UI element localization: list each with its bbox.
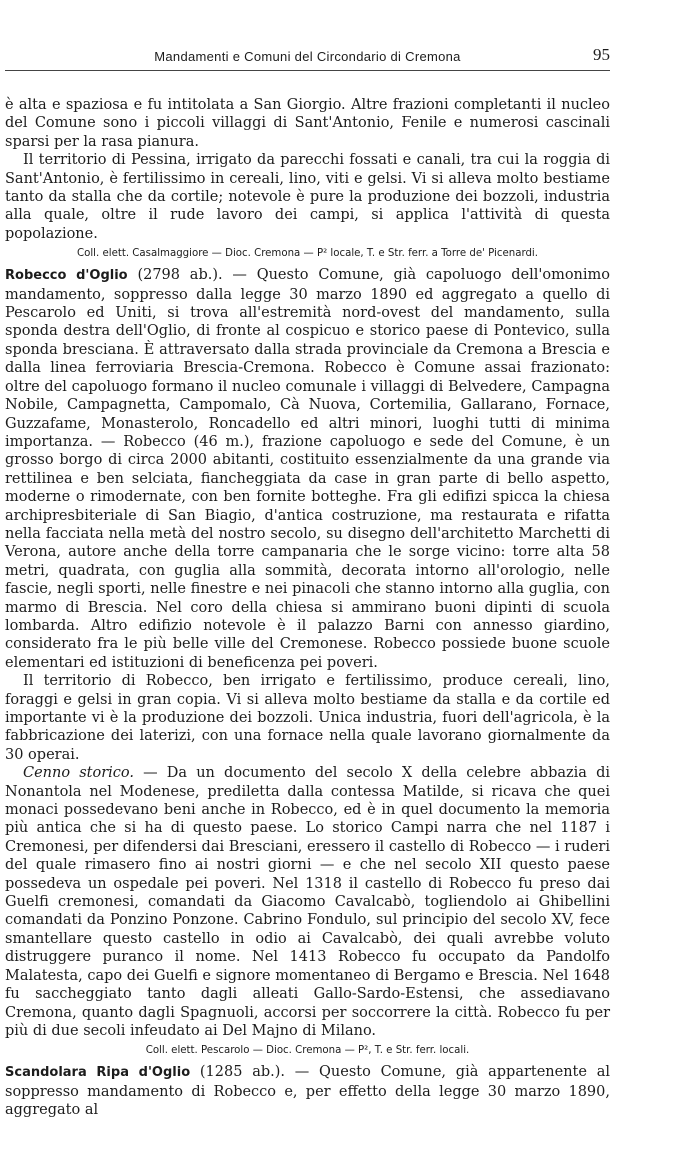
reference-line-robecco: Coll. elett. Pescarolo — Dioc. Cremona — P², T. e Str. ferr. locali. bbox=[145, 1045, 470, 1057]
entry-text-robecco: (2798 ab.). — Questo Comune, già capoluogo dell'omonimo mandamento, soppresso dalla legge 30 marzo 1890 ed aggregato a quello di Pescarolo ed Uniti, si trova all'estremità nord-ovest del mandamento, sulla sponda destra dell'Oglio, di fronte al cospicuo e storico paese di Pontevico, sulla sponda bresciana. È attraversato dalla strada provinciale da Cremona a Brescia e dalla linea ferroviaria Brescia-Cremona. Robecco è Comune assai frazionato: oltre del capoluogo formano il nucleo comunale i villaggi di Belvedere, Campagna Nobile, Campagnetta, Campomalo, Cà Nuova, Cortemilia, Gallarano, Fornace, Guzzafame, Monasterolo, Roncadello ed altri minori, luoghi tutti di minima importanza. — Robecco (46 m.), frazione capoluogo e sede del Comune, è un grosso borgo di circa 2000 abitanti, costituito essenzialmente da una grande via rettilinea e ben selciata, fiancheggiata da case in gran parte di bello aspetto, moderne o rimodernate, con ben fornite botteghe. Fra gli edifizi spicca la chiesa archipresbiteriale di San Biagio, d'antica costruzione, ma restaurata e rifatta nella facciata nella metà del nostro secolo, su disegno dell'architetto Marchetti di Verona, autore anche della torre campanaria che le sorge vicino: torre alta 58 metri, quadrata, con guglia alla sommità, decorata intorno all'orologio, nelle fascie, negli sporti, nelle finestre e nei pinacoli che stanno intorno alla guglia, con marmo di Brescia. Nel coro della chiesa si ammirano buoni dipinti di scuola lombarda. Altro edifizio notevole è il palazzo Barni con annesso giardino, considerato fra le più belle ville del Cremonese. Robecco possiede buone scuole elementari ed istituzioni di beneficenza pei poveri. bbox=[5, 267, 611, 671]
page-number: 95 bbox=[593, 45, 610, 64]
page-body bbox=[5, 96, 610, 1120]
entry-robecco bbox=[5, 266, 610, 672]
paragraph-robecco-history bbox=[5, 764, 610, 1040]
history-text: — Da un documento del secolo X della celebre abbazia di Nonantola nel Modenese, prediletta dalla contessa Matilde, si ricava che quei monaci possedevano beni anche in Robecco, ed è in quel documento la memoria più antica che si ha di questo paese. Lo storico Campi narra che nel 1187 i Cremonesi, per difendersi dai Bresciani, eressero il castello di Robecco — i ruderi del quale rimasero fino ai nostri giorni — e che nel secolo XII questo paese possedeva un ospedale pei poveri. Nel 1318 il castello di Robecco fu preso dai Guelfi cremonesi, comandati da Giacomo Cavalcabò, togliendolo ai Ghibellini comandati da Ponzino Ponzone. Cabrino Fondulo, sul principio del secolo XV, fece smantellare questo castello in odio ai Cavalcabò, dei quali avrebbe voluto distruggere puranco il nome. Nel 1413 Robecco fu occupato da Pandolfo Malatesta, capo dei Guelfi e signore momentaneo di Bergamo e Brescia. Nel 1648 fu saccheggiato tanto dagli alleati Gallo-Sardo-Estensi, che assediavano Cremona, quanto dagli Spagnuoli, accorsi per soccorrere la città. Robecco fu per più di due secoli infeudato ai Del Majno di Milano. bbox=[5, 765, 610, 1039]
entry-text-scandolara: (1285 ab.). — Questo Comune, già appartenente al soppresso mandamento di Robecco e, per effetto della legge 30 marzo 1890, aggregato al bbox=[5, 1064, 611, 1119]
paragraph-robecco-territory: Il territorio di Robecco, ben irrigato e fertilissimo, produce cereali, lino, foraggi e gelsi in gran copia. Vi si alleva molto bestiame da stalla e da cortile ed importante vi è la produzione dei bozzoli. Unica industria, fuori dell'agricola, è la fabbricazione dei laterizi, con una fornace nella quale lavorano giornalmente da 30 operai. bbox=[5, 673, 610, 763]
history-label: Cenno storico. bbox=[23, 765, 134, 782]
running-header bbox=[5, 40, 610, 71]
entry-heading-robecco: Robecco d'Oglio bbox=[5, 268, 128, 284]
paragraph-pessina-territory: Il territorio di Pessina, irrigato da parecchi fossati e canali, tra cui la roggia di Sant'Antonio, è fertilissimo in cereali, lino, viti e gelsi. Vi si alleva molto bestiame tanto da stalla che da cortile; notevole è pure la produzione dei bozzoli, industria alla quale, oltre il rude lavoro dei campi, si applica l'attività di questa popolazione. bbox=[5, 152, 610, 242]
reference-line-pessina: Coll. elett. Casalmaggiore — Dioc. Cremona — P² locale, T. e Str. ferr. a Torre de' Picenardi. bbox=[76, 248, 538, 260]
entry-scandolara bbox=[5, 1063, 610, 1119]
paragraph-continuation: è alta e spaziosa e fu intitolata a San Giorgio. Altre frazioni completanti il nucleo del Comune sono i piccoli villaggi di Sant'Antonio, Fenile e numerosi cascinali sparsi per la rasa pianura. bbox=[5, 97, 610, 150]
entry-heading-scandolara: Scandolara Ripa d'Oglio bbox=[5, 1065, 191, 1081]
header-title: Mandamenti e Comuni del Circondario di Cremona bbox=[154, 49, 461, 64]
